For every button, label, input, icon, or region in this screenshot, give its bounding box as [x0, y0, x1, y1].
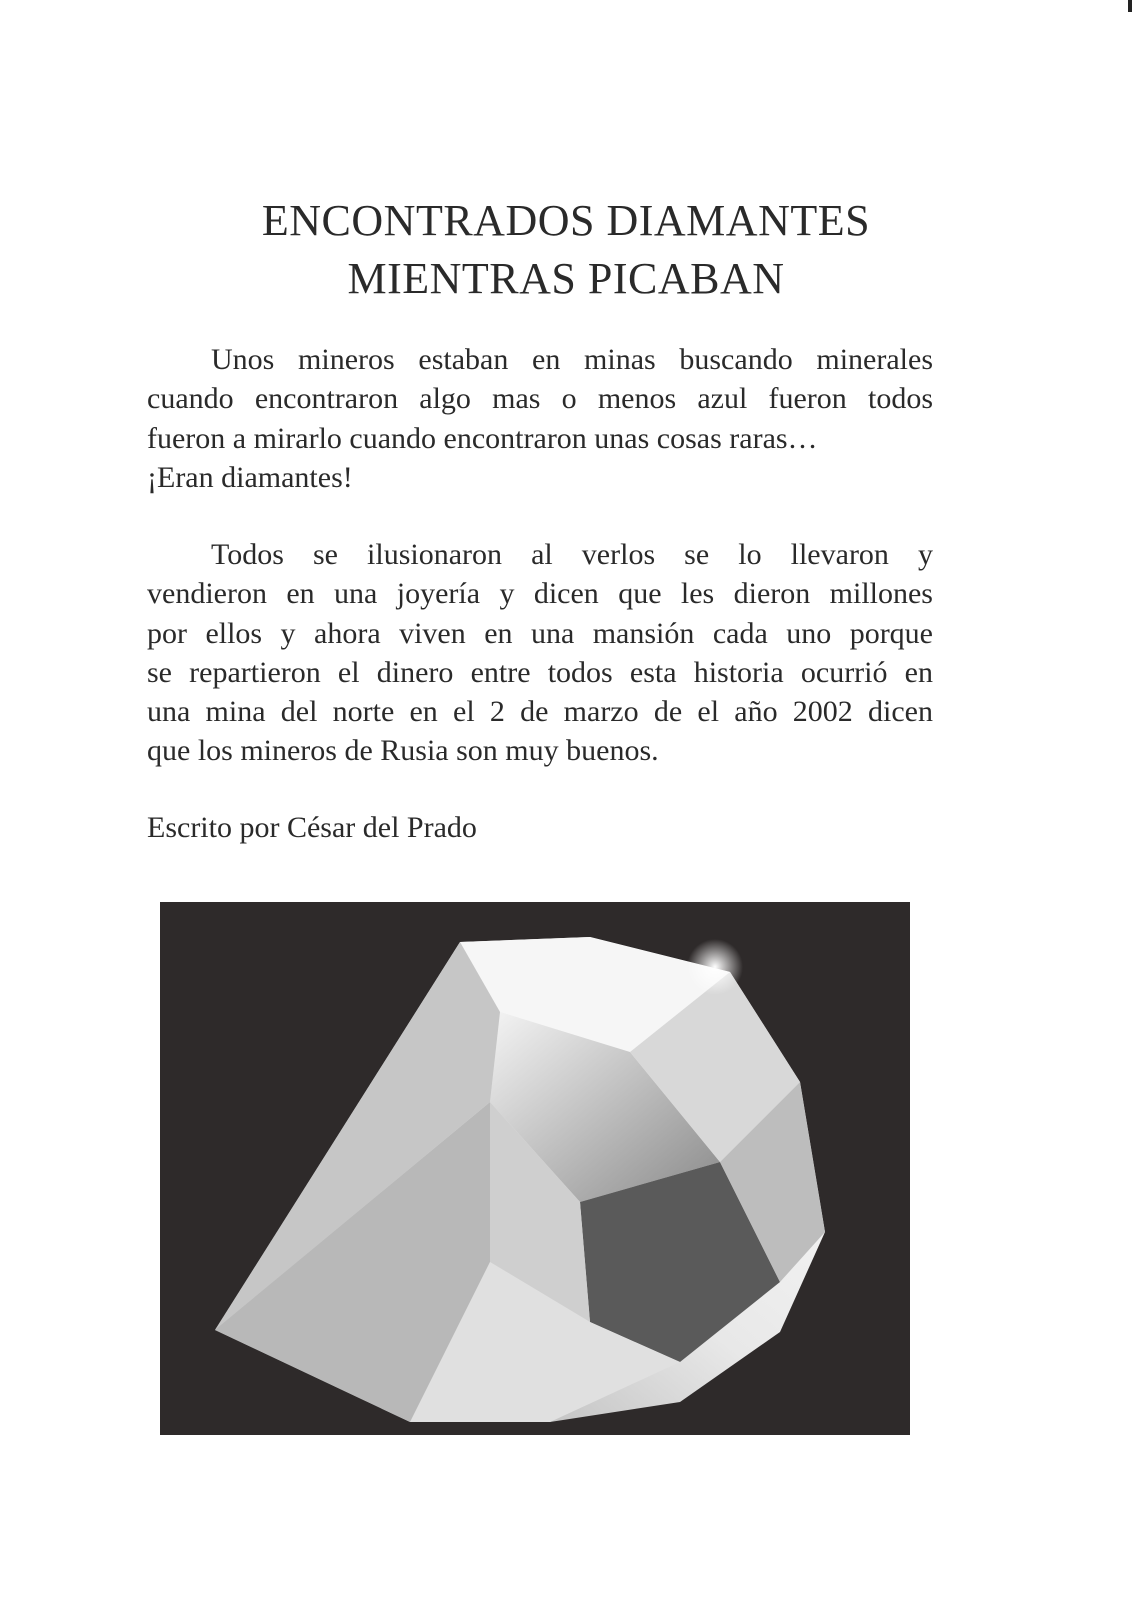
paragraph-line: fueron a mirarlo cuando encontraron unas cosas raras…	[147, 421, 818, 455]
paragraph-line: ¡Eran diamantes!	[147, 460, 353, 494]
paragraph-2	[147, 535, 933, 771]
paragraph-line: Todos se ilusionaron al verlos se lo llevaron y	[211, 538, 933, 571]
diamond-illustration	[160, 902, 910, 1435]
paragraph-line: cuando encontraron algo mas o menos azul fueron todos	[147, 382, 933, 416]
paragraph-1	[147, 340, 933, 497]
page-title	[0, 192, 1132, 308]
scan-edge-mark	[1128, 0, 1132, 12]
author-credit: Escrito por César del Prado	[147, 811, 477, 844]
paragraph-line: una mina del norte en el 2 de marzo de el año 2002 dicen	[147, 695, 933, 729]
paragraph-line: que los mineros de Rusia son muy buenos.	[147, 734, 659, 768]
paragraph-line: por ellos y ahora viven en una mansión cada uno porque	[147, 616, 933, 650]
paragraph-line: vendieron en una joyería y dicen que les dieron millones	[147, 577, 933, 611]
paragraph-line: Unos mineros estaban en minas buscando minerales	[211, 343, 933, 376]
title-line-1: ENCONTRADOS DIAMANTES	[261, 196, 871, 245]
diamond-photo	[160, 902, 910, 1435]
title-line-2: MIENTRAS PICABAN	[347, 254, 785, 303]
paragraph-line: se repartieron el dinero entre todos esta historia ocurrió en	[147, 655, 933, 689]
